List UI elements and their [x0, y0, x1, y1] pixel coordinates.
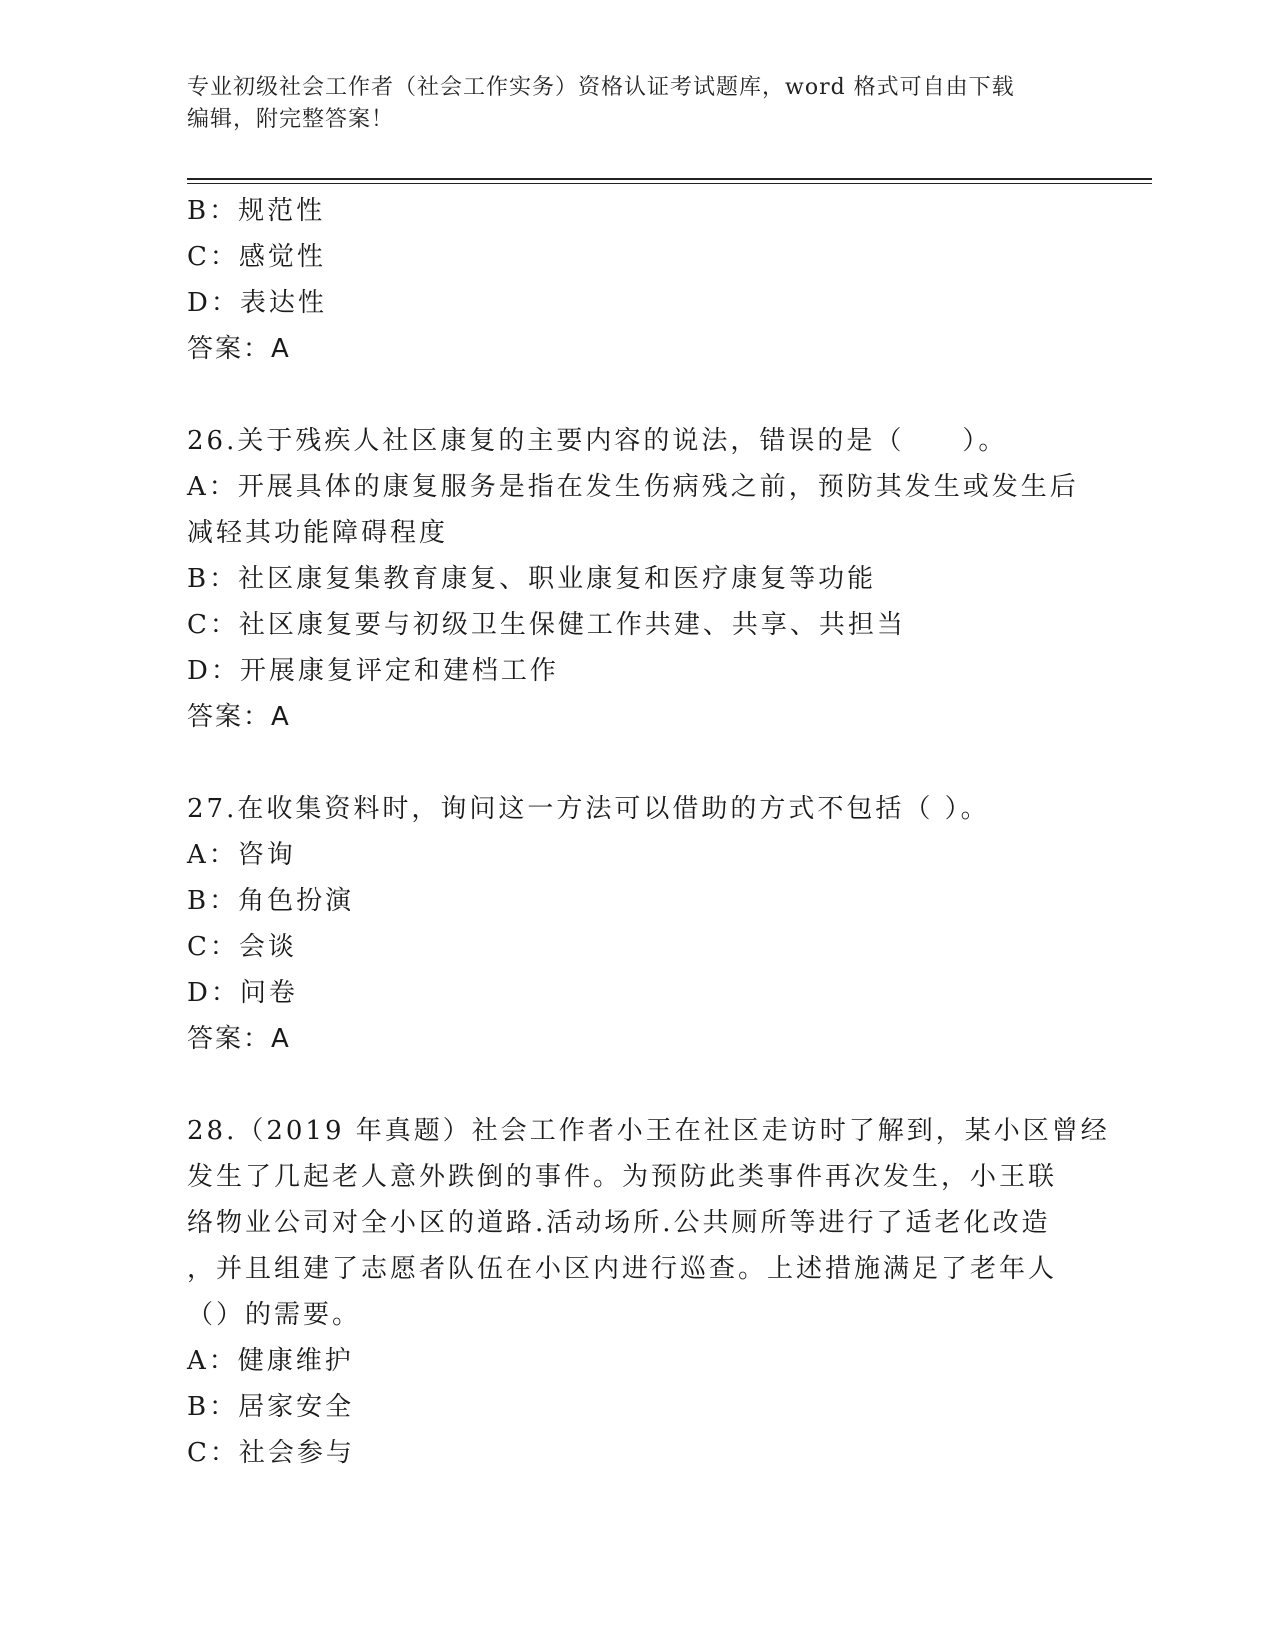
q27-option-c: C：会谈: [187, 932, 297, 962]
q26-option-a-line-2: 减轻其功能障碍程度: [187, 518, 449, 548]
q26-option-d: D：开展康复评定和建档工作: [187, 656, 559, 686]
q28-option-c: C：社会参与: [187, 1438, 355, 1468]
spacer: [187, 372, 1087, 418]
q27-option-a: A：咨询: [187, 840, 296, 870]
q28-stem-line-4: ，并且组建了志愿者队伍在小区内进行巡查。上述措施满足了老年人: [187, 1254, 1058, 1284]
q28-stem-line-2: 发生了几起老人意外跌倒的事件。为预防此类事件再次发生，小王联: [187, 1162, 1058, 1192]
spacer: [187, 1062, 1087, 1108]
question-25: [187, 188, 1087, 372]
q26-stem: 26.关于残疾人社区康复的主要内容的说法，错误的是（ ）。: [187, 426, 1008, 456]
q27-option-b: B：角色扮演: [187, 886, 355, 916]
header-divider-thin: [187, 183, 1152, 184]
question-28: [187, 1108, 1110, 1476]
q25-option-d: D：表达性: [187, 288, 327, 318]
q25-option-c: C：感觉性: [187, 242, 326, 272]
q27-option-d: D：问卷: [187, 978, 298, 1008]
question-content: [187, 188, 1110, 1476]
q25-answer: 答案：A: [187, 334, 291, 364]
question-27: [187, 786, 1087, 1062]
q28-stem-line-5: （）的需要。: [187, 1300, 362, 1330]
q25-option-b: B：规范性: [187, 196, 326, 226]
document-header: [187, 72, 1087, 136]
q27-answer: 答案：A: [187, 1024, 291, 1054]
q27-stem: 27.在收集资料时，询问这一方法可以借助的方式不包括（ ）。: [187, 794, 990, 824]
q26-option-c: C：社区康复要与初级卫生保健工作共建、共享、共担当: [187, 610, 906, 640]
question-26: [187, 418, 1087, 740]
q28-stem-line-1: 28.（2019 年真题）社会工作者小王在社区走访时了解到，某小区曾经: [187, 1116, 1110, 1146]
q26-option-b: B：社区康复集教育康复、职业康复和医疗康复等功能: [187, 564, 877, 594]
header-divider-thick: [187, 178, 1152, 180]
q28-option-a: A：健康维护: [187, 1346, 354, 1376]
q26-option-a-line-1: A：开展具体的康复服务是指在发生伤病残之前，预防其发生或发生后: [187, 472, 1079, 502]
spacer: [187, 740, 1087, 786]
q28-option-b: B：居家安全: [187, 1392, 355, 1422]
q26-answer: 答案：A: [187, 702, 291, 732]
header-line-2: 编辑，附完整答案！: [187, 107, 395, 132]
q28-stem-line-3: 络物业公司对全小区的道路.活动场所.公共厕所等进行了适老化改造: [187, 1208, 1051, 1238]
header-line-1: 专业初级社会工作者（社会工作实务）资格认证考试题库，word 格式可自由下载: [187, 75, 1015, 100]
